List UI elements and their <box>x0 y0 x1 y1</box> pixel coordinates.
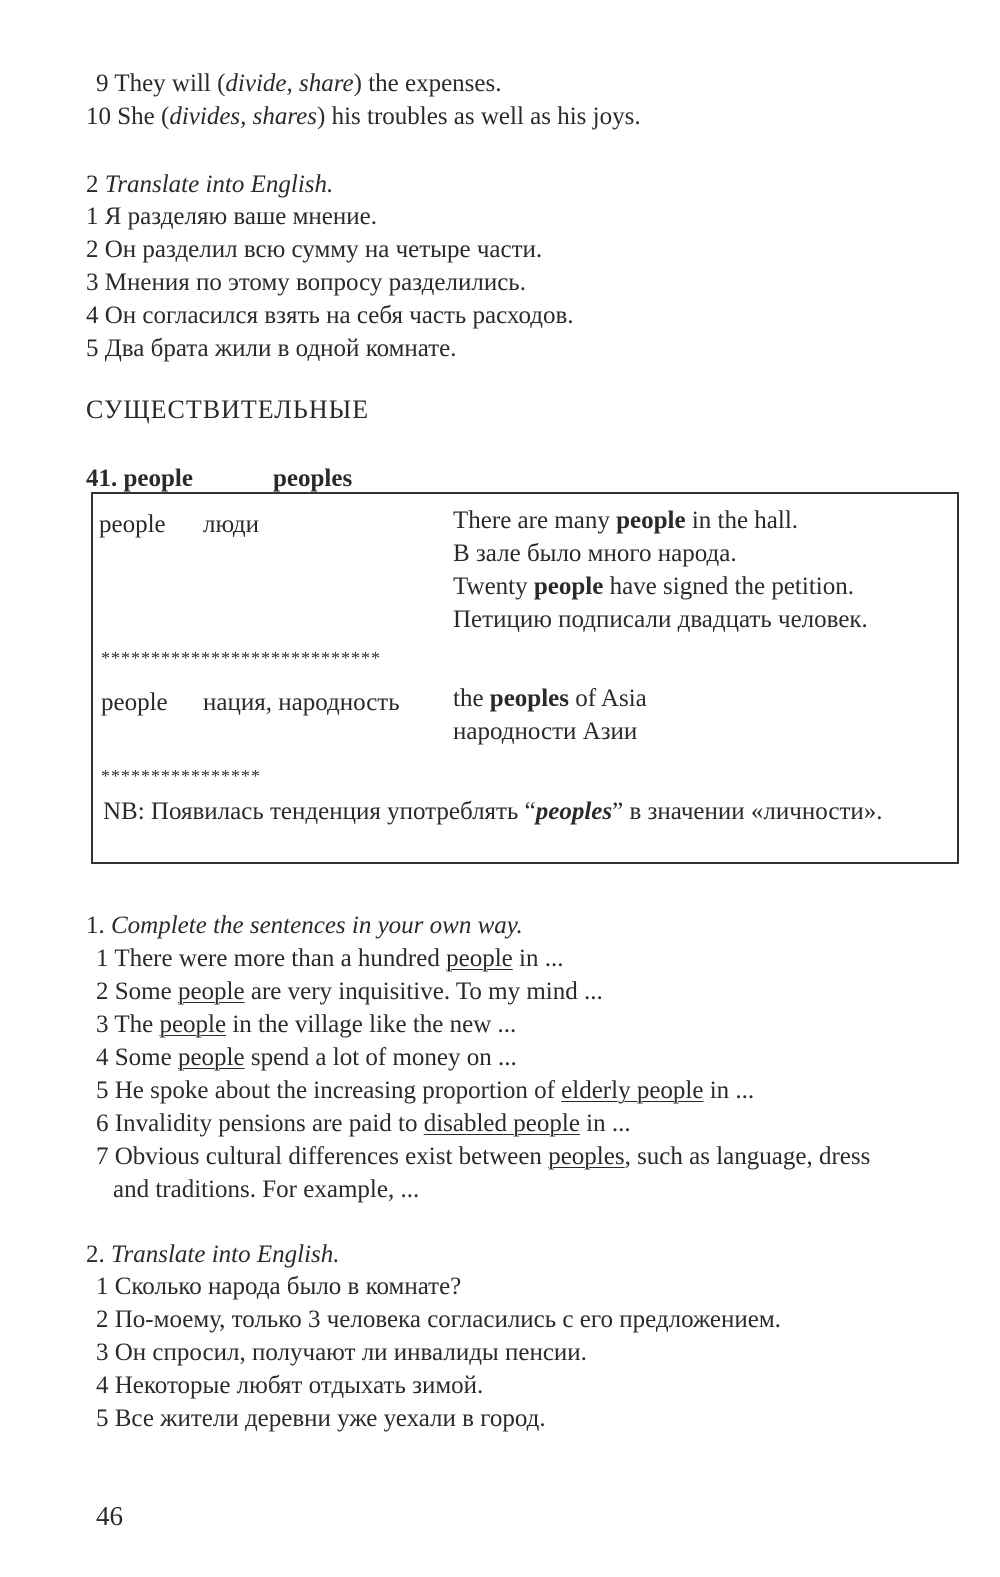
item-options: divides, shares <box>169 103 317 130</box>
target-word: people <box>159 1011 227 1038</box>
list-item: 2 Some people are very inquisitive. To my mind ... <box>96 978 603 1005</box>
example-line: the peoples of Asia <box>453 685 647 712</box>
exercise-instruction: Translate into English. <box>111 1241 340 1268</box>
list-item <box>86 266 960 299</box>
item-number: 2 <box>86 236 99 263</box>
exercise-number: 2. <box>86 1241 105 1268</box>
example-list <box>453 682 647 748</box>
list-item: 6 Invalidity pensions are paid to disabled people in ... <box>96 1110 631 1137</box>
list-item <box>86 1369 960 1402</box>
item-number: 4 <box>96 1044 109 1071</box>
item-text-after: ) his troubles as well as his joys. <box>317 103 641 130</box>
item-number: 3 <box>96 1339 109 1366</box>
target-word: people <box>177 1044 245 1071</box>
exercise-title <box>86 909 960 942</box>
target-word: elderly people <box>561 1077 704 1104</box>
example-line: В зале было много народа. <box>453 540 737 567</box>
target-word: disabled people <box>423 1110 580 1137</box>
list-item: 1 There were more than a hundred people in ... <box>96 945 564 972</box>
list-item-continuation: and traditions. For example, ... <box>113 1176 420 1203</box>
list-item <box>86 233 960 266</box>
exercise-title <box>86 168 960 201</box>
list-item <box>86 332 960 365</box>
exercise-number: 2 <box>86 171 99 198</box>
highlighted-word: people <box>533 573 604 600</box>
separator: **************************** <box>101 648 381 668</box>
example-line: народности Азии <box>453 718 638 745</box>
item-text: Он согласился взять на себя часть расходов. <box>104 302 574 329</box>
highlighted-word: peoples <box>535 798 613 825</box>
term-meaning: нация, народность <box>203 689 400 716</box>
highlighted-word: peoples <box>489 685 569 712</box>
entry-number: 41. <box>86 465 118 492</box>
list-item <box>86 1303 960 1336</box>
list-item: 5 He spoke about the increasing proportion of elderly people in ... <box>96 1077 755 1104</box>
exercise-instruction: Translate into English. <box>104 171 334 198</box>
entry-word-plural: peoples <box>273 465 353 492</box>
completion-list <box>86 942 960 1206</box>
item-number: 2 <box>96 1306 109 1333</box>
item-text: Все жители деревни уже уехали в город. <box>114 1405 546 1432</box>
item-number: 4 <box>86 302 99 329</box>
separator: **************** <box>101 766 261 786</box>
list-item <box>86 1402 960 1435</box>
item-options: divide, share <box>225 70 354 97</box>
list-item: 7 Obvious cultural differences exist between peoples, such as language, dress <box>96 1143 871 1170</box>
item-text-before: She ( <box>117 103 170 130</box>
list-item: 4 Some people spend a lot of money on ... <box>96 1044 517 1071</box>
item-text: Сколько народа было в комнате? <box>114 1273 462 1300</box>
item-text-before: They will ( <box>114 70 226 97</box>
item-number: 1 <box>96 1273 109 1300</box>
item-number: 3 <box>86 269 99 296</box>
item-text: Два брата жили в одной комнате. <box>104 335 457 362</box>
target-word: people <box>177 978 245 1005</box>
translation-list <box>86 200 960 365</box>
entry-heading <box>86 462 960 495</box>
item-number: 3 <box>96 1011 109 1038</box>
item-text: Он спросил, получают ли инвалиды пенсии. <box>114 1339 587 1366</box>
item-number: 4 <box>96 1372 109 1399</box>
item-text: Он разделил всю сумму на четыре части. <box>104 236 543 263</box>
highlighted-word: people <box>616 507 686 534</box>
exercise-continuation-list <box>86 67 960 133</box>
list-item <box>86 1336 960 1369</box>
list-item <box>86 200 960 233</box>
section-heading: СУЩЕСТВИТЕЛЬНЫЕ <box>86 395 370 424</box>
example-list <box>453 504 868 636</box>
exercise-number: 1. <box>86 912 105 939</box>
item-number: 2 <box>96 978 109 1005</box>
list-item <box>86 100 960 133</box>
item-text: Мнения по этому вопросу разделились. <box>104 269 526 296</box>
example-line: There are many people in the hall. <box>453 507 799 534</box>
term: people <box>99 511 166 538</box>
target-word: peoples <box>548 1143 625 1170</box>
vocabulary-box <box>91 492 959 864</box>
item-text: По-моему, только 3 человека согласились с его предложением. <box>114 1306 781 1333</box>
item-number: 7 <box>96 1143 109 1170</box>
entry-word: people <box>123 465 193 492</box>
example-line: Петицию подписали двадцать человек. <box>453 606 868 633</box>
item-number: 1 <box>96 945 109 972</box>
usage-note: NB: Появилась тенденция употреблять “peoples” в значении «личности». <box>103 798 883 825</box>
item-text: Некоторые любят отдыхать зимой. <box>114 1372 484 1399</box>
list-item <box>86 1270 960 1303</box>
list-item <box>86 299 960 332</box>
term: people <box>101 689 168 716</box>
list-item: 3 The people in the village like the new ... <box>96 1011 517 1038</box>
item-number: 10 <box>86 103 111 130</box>
item-text: Я разделяю ваше мнение. <box>104 203 377 230</box>
item-number: 5 <box>96 1405 109 1432</box>
item-number: 5 <box>86 335 99 362</box>
item-number: 5 <box>96 1077 109 1104</box>
exercise-instruction: Complete the sentences in your own way. <box>111 912 523 939</box>
page-number: 46 <box>96 1501 123 1531</box>
item-number: 9 <box>96 70 109 97</box>
exercise-title <box>86 1238 960 1271</box>
translation-list <box>86 1270 960 1435</box>
target-word: people <box>446 945 513 972</box>
item-number: 1 <box>86 203 99 230</box>
list-item <box>86 67 960 100</box>
item-number: 6 <box>96 1110 109 1137</box>
item-text-after: ) the expenses. <box>353 70 502 97</box>
term-meaning: люди <box>203 511 259 538</box>
example-line: Twenty people have signed the petition. <box>453 573 854 600</box>
